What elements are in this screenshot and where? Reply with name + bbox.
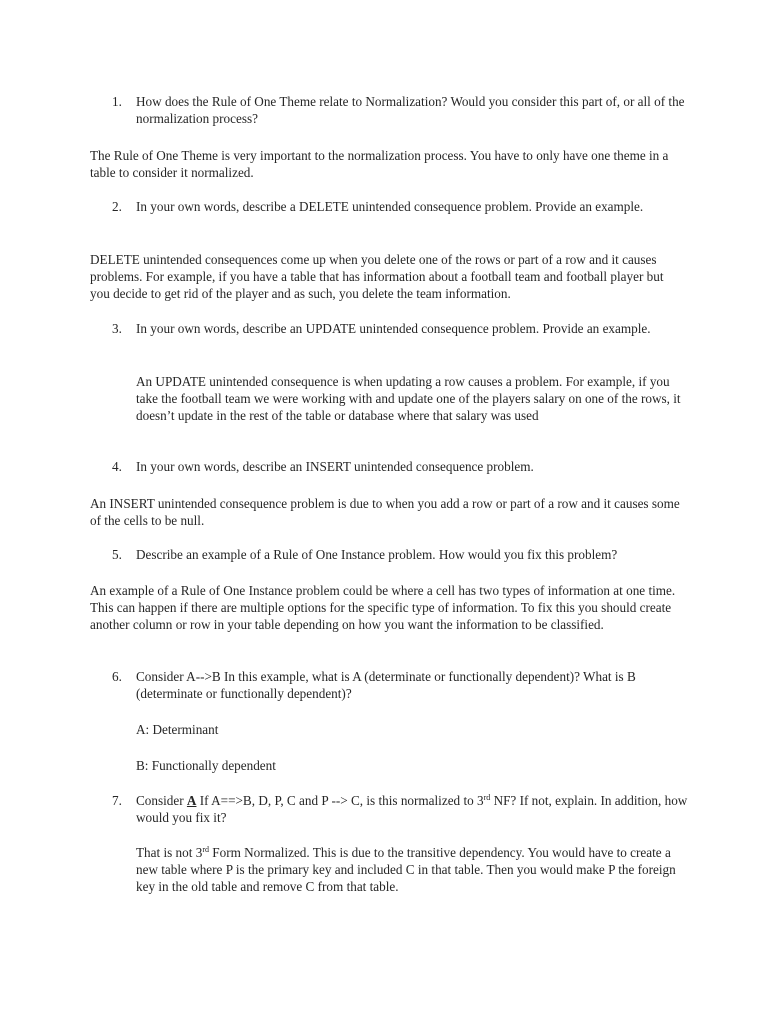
question-6 <box>112 668 692 702</box>
answer-6a: A: Determinant <box>136 722 219 737</box>
question-number: 7. <box>112 793 122 808</box>
question-text: In your own words, describe an INSERT unintended consequence problem. <box>136 459 534 474</box>
question-number: 4. <box>112 459 122 474</box>
answer-6b: B: Functionally dependent <box>136 758 276 773</box>
answer-1: The Rule of One Theme is very important to the normalization process. You have to only have one theme in a table to consider it normalized. <box>90 148 669 181</box>
question-text: How does the Rule of One Theme relate to Normalization? Would you consider this part of, or all of the normalization process? <box>136 94 685 127</box>
question-text: Consider A-->B In this example, what is A (determinate or functionally dependent)? What is B (determinate or functionally dependent)? <box>136 669 636 702</box>
answer-3: An UPDATE unintended consequence is when updating a row causes a problem. For example, if you take the football team we were working with and update one of the players salary on one of the rows, it doesn’t update in the rest of the table or database where that salary was used <box>136 374 681 424</box>
question-text: In your own words, describe an UPDATE unintended consequence problem. Provide an example. <box>136 321 651 336</box>
question-7 <box>112 792 692 826</box>
question-5 <box>112 546 692 563</box>
question-number: 2. <box>112 199 122 214</box>
question-4 <box>112 458 692 475</box>
question-1 <box>112 93 692 127</box>
answer-5: An example of a Rule of One Instance problem could be where a cell has two types of information at one time. This can happen if there are multiple options for the specific type of information. To fix this you should create another column or row in your table depending on how you want the information to be classified. <box>90 583 676 633</box>
question-number: 1. <box>112 94 122 109</box>
question-text: Describe an example of a Rule of One Instance problem. How would you fix this problem? <box>136 547 618 562</box>
question-text: Consider A If A==>B, D, P, C and P --> C, is this normalized to 3rd NF? If not, explain. In addition, how would you fix it? <box>136 793 688 826</box>
question-2 <box>112 198 692 215</box>
question-text: In your own words, describe a DELETE unintended consequence problem. Provide an example. <box>136 199 644 214</box>
question-number: 3. <box>112 321 122 336</box>
question-number: 5. <box>112 547 122 562</box>
question-3 <box>112 320 692 337</box>
answer-4: An INSERT unintended consequence problem is due to when you add a row or part of a row and it causes some of the cells to be null. <box>90 496 680 529</box>
emphasis-a: A <box>186 793 197 808</box>
answer-2: DELETE unintended consequences come up when you delete one of the rows or part of a row and it causes problems. For example, if you have a table that has information about a football team and football player but you decide to get rid of the player and as such, you delete the team information. <box>90 252 664 302</box>
answer-7: That is not 3rd Form Normalized. This is due to the transitive dependency. You would have to create a new table where P is the primary key and included C in that table. Then you would make P the foreign key in the old table and remove C from that table. <box>136 845 676 895</box>
question-number: 6. <box>112 669 122 684</box>
